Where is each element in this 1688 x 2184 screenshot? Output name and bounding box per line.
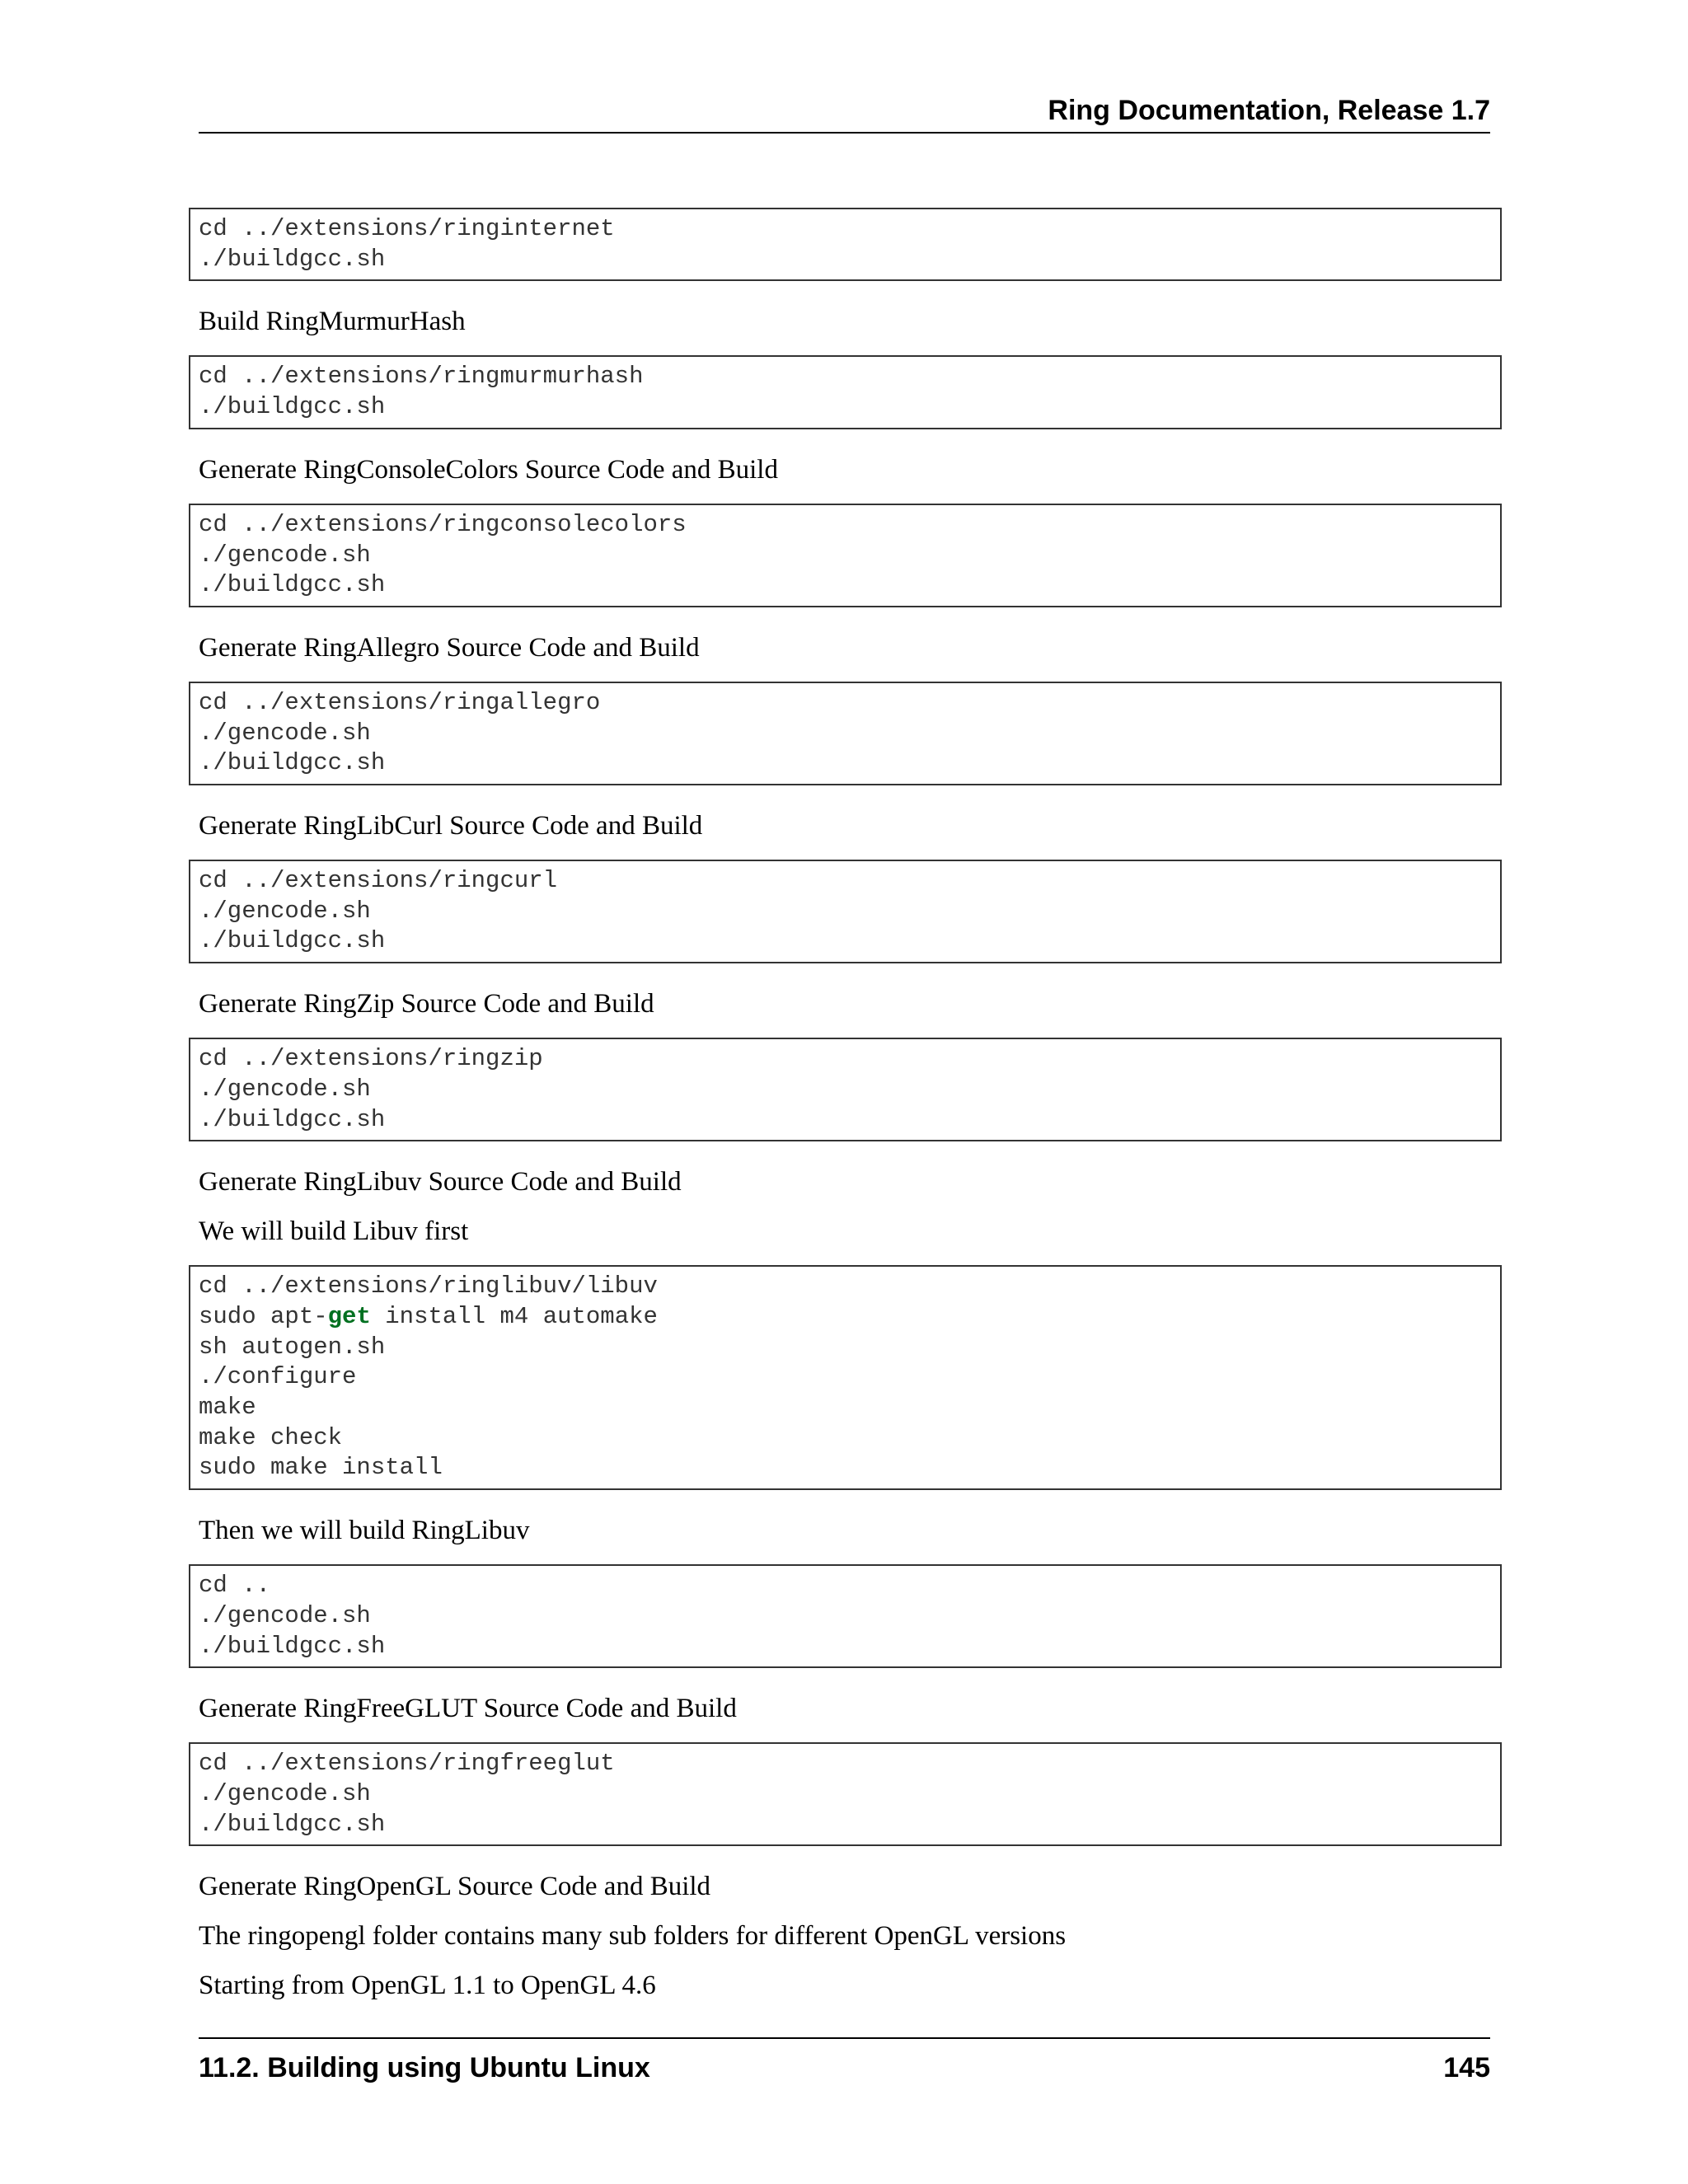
code-line: cd ..: [199, 1572, 271, 1600]
paragraph-text: Build RingMurmurHash: [199, 307, 466, 337]
code-line: ./buildgcc.sh: [199, 1632, 386, 1660]
code-line: ./gencode.sh: [199, 719, 371, 747]
code-keyword: get: [327, 1302, 371, 1330]
code-line: cd ../extensions/ringlibuv/libuv: [199, 1272, 658, 1301]
code-block: [189, 1265, 1502, 1490]
code-line: cd ../extensions/ringcurl: [199, 867, 558, 895]
code-line: cd ../extensions/ringinternet: [199, 215, 615, 242]
code-line: ./buildgcc.sh: [199, 1105, 386, 1133]
paragraph-text: Generate RingOpenGL Source Code and Build: [199, 1872, 711, 1902]
code-line: ./configure: [199, 1363, 357, 1391]
code-line: sudo apt-get install m4 automake: [199, 1302, 658, 1330]
code-line: ./buildgcc.sh: [199, 393, 386, 421]
code-line: cd ../extensions/ringfreeglut: [199, 1750, 615, 1778]
paragraph-text: The ringopengl folder contains many sub folders for different OpenGL versions: [199, 1921, 1067, 1952]
code-line: ./gencode.sh: [199, 1601, 371, 1629]
code-line: cd ../extensions/ringallegro: [199, 688, 601, 716]
paragraph-text: Generate RingConsoleColors Source Code and Build: [199, 454, 778, 485]
code-line: cd ../extensions/ringmurmurhash: [199, 363, 644, 391]
paragraph-text: Generate RingLibuv Source Code and Build: [199, 1167, 682, 1197]
code-line: ./gencode.sh: [199, 897, 371, 925]
code-line: ./buildgcc.sh: [199, 571, 386, 599]
code-line: ./buildgcc.sh: [199, 1810, 386, 1838]
paragraph-text: Generate RingLibCurl Source Code and Build: [199, 811, 703, 841]
code-line: ./buildgcc.sh: [199, 927, 386, 955]
code-line: make: [199, 1394, 256, 1422]
code-block: [189, 355, 1502, 429]
page-content: [189, 208, 1502, 2019]
footer-section-title: 11.2. Building using Ubuntu Linux: [199, 2052, 650, 2083]
paragraph-text: Generate RingAllegro Source Code and Build: [199, 632, 700, 663]
code-line: cd ../extensions/ringzip: [199, 1045, 543, 1073]
paragraph-text: Starting from OpenGL 1.1 to OpenGL 4.6: [199, 1971, 656, 2001]
code-line: ./gencode.sh: [199, 1779, 371, 1807]
page-number: 145: [1443, 2052, 1490, 2083]
code-line: ./gencode.sh: [199, 541, 371, 569]
code-block: [189, 860, 1502, 963]
code-block: [189, 208, 1502, 281]
paragraph-text: Generate RingFreeGLUT Source Code and Build: [199, 1694, 737, 1724]
page-header: [199, 92, 1490, 134]
code-block: [189, 1742, 1502, 1846]
code-line: ./buildgcc.sh: [199, 245, 386, 273]
paragraph-text: We will build Libuv first: [199, 1216, 469, 1247]
code-block: [189, 1564, 1502, 1668]
code-line: sudo make install: [199, 1454, 443, 1482]
code-block: [189, 682, 1502, 785]
code-line: sh autogen.sh: [199, 1333, 386, 1361]
code-line: ./buildgcc.sh: [199, 749, 386, 777]
code-block: [189, 1038, 1502, 1141]
page-footer: [199, 2037, 1490, 2083]
code-line: make check: [199, 1423, 343, 1451]
document-title: Ring Documentation, Release 1.7: [1048, 95, 1490, 126]
paragraph-text: Then we will build RingLibuv: [199, 1516, 530, 1546]
code-line: ./gencode.sh: [199, 1075, 371, 1103]
code-block: [189, 504, 1502, 607]
code-line: cd ../extensions/ringconsolecolors: [199, 510, 687, 538]
paragraph-text: Generate RingZip Source Code and Build: [199, 989, 654, 1019]
